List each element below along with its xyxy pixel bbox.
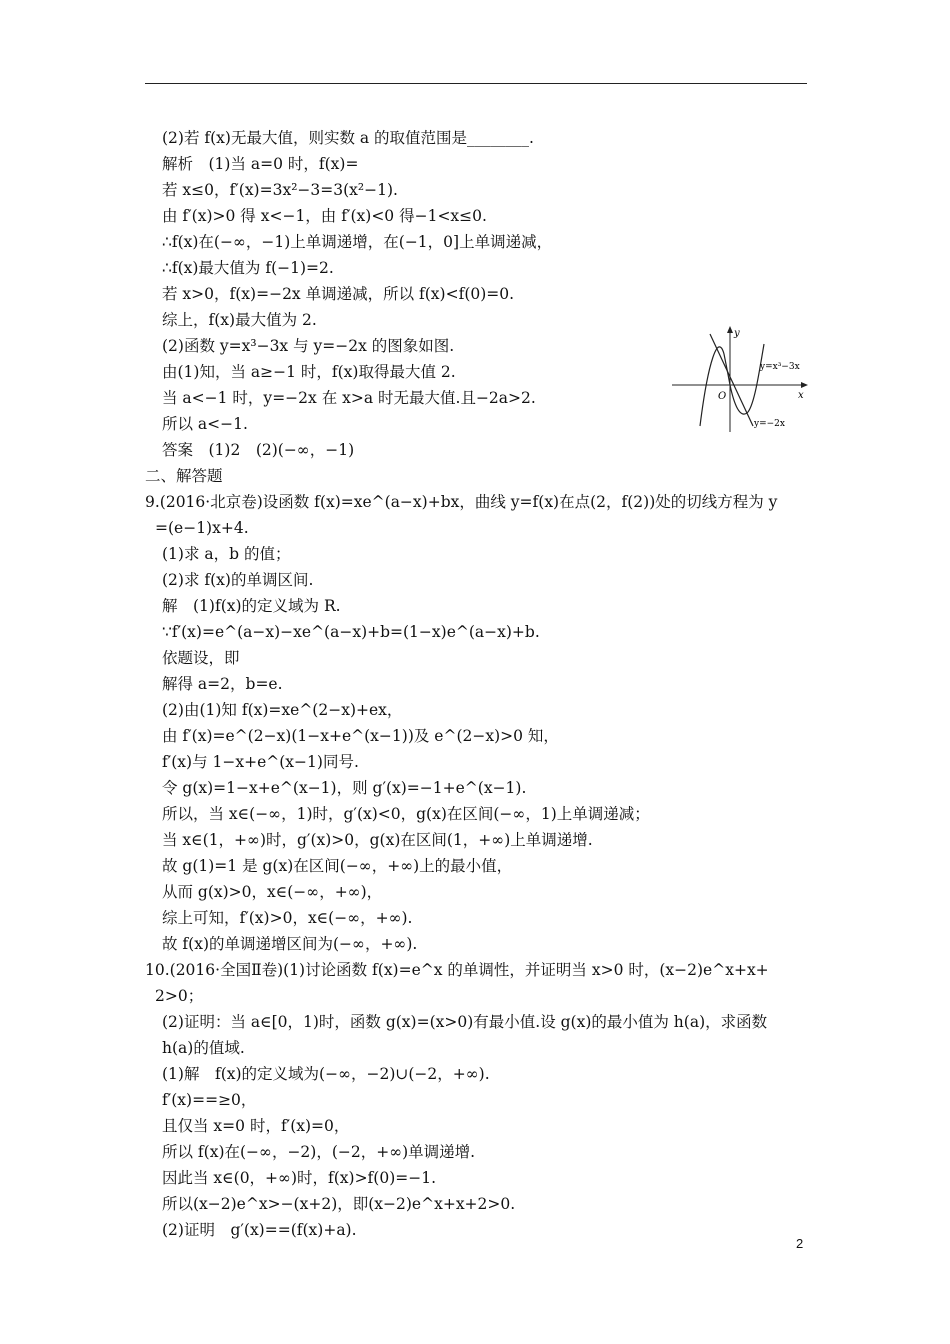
text-line: 2>0； [155,987,204,1005]
text-line: 当 x∈(1，+∞)时，g′(x)>0，g(x)在区间(1，+∞)上单调递增. [162,831,593,849]
text-line: 由 f′(x)=e^(2−x)(1−x+e^(x−1))及 e^(2−x)>0 知， [162,727,559,745]
text-line: (2)函数 y=x³−3x 与 y=−2x 的图象如图. [162,337,455,355]
text-line: f′(x)==≥0， [162,1091,257,1109]
text-line: (2)若 f(x)无最大值，则实数 a 的取值范围是________. [162,129,534,147]
text-line: (2)由(1)知 f(x)=xe^(2−x)+ex， [162,701,403,719]
text-line: (2)证明 g′(x)==(f(x)+a). [162,1221,357,1239]
text-line: 故 f(x)的单调递增区间为(−∞，+∞). [162,935,418,953]
origin-label: O [718,391,727,402]
line-graph [710,334,753,426]
text-line: ∴f(x)最大值为 f(−1)=2. [162,259,334,277]
text-line: 所以 f(x)在(−∞，−2)，(−2，+∞)单调递增. [162,1143,476,1161]
text-line: ∴f(x)在(−∞，−1)上单调递增，在(−1，0]上单调递减， [162,233,553,251]
y-axis-label: y [734,328,740,339]
text-line: 故 g(1)=1 是 g(x)在区间(−∞，+∞)上的最小值， [162,857,513,875]
text-line: 所以(x−2)e^x>−(x+2)，即(x−2)e^x+x+2>0. [162,1195,516,1213]
text-line: (1)解 f(x)的定义域为(−∞，−2)∪(−2，+∞). [162,1065,490,1083]
text-line: 从而 g(x)>0，x∈(−∞，+∞)， [162,883,383,901]
y-axis-arrow [727,326,733,333]
text-line: 9.(2016·北京卷)设函数 f(x)=xe^(a−x)+bx，曲线 y=f(x)在点(2，f(2))处的切线方程为 y [145,493,778,511]
text-line: 且仅当 x=0 时，f′(x)=0， [162,1117,350,1135]
text-line: 因此当 x∈(0，+∞)时，f(x)>f(0)=−1. [162,1169,437,1187]
text-line: 所以 a<−1. [162,415,248,433]
text-line: 解 (1)f(x)的定义域为 R. [162,597,341,615]
text-line: h(a)的值域. [162,1039,245,1057]
text-line: 解得 a=2，b=e. [162,675,283,693]
text-line: 所以，当 x∈(−∞，1)时，g′(x)<0，g(x)在区间(−∞，1)上单调递减； [162,805,650,823]
text-line: =(e−1)x+4. [155,519,249,537]
section-heading: 二、解答题 [145,467,223,485]
text-line: 若 x≤0，f′(x)=3x²−3=3(x²−1). [162,181,398,199]
text-line: 当 a<−1 时，y=−2x 在 x>a 时无最大值.且−2a>2. [162,389,536,407]
header-rule [145,83,807,84]
x-axis-label: x [798,390,804,401]
text-line: 10.(2016·全国Ⅱ卷)(1)讨论函数 f(x)=e^x 的单调性，并证明当 x>0 时，(x−2)e^x+x+ [145,961,769,979]
text-line: 由 f′(x)>0 得 x<−1，由 f′(x)<0 得−1<x≤0. [162,207,487,225]
text-line: 若 x>0，f(x)=−2x 单调递减，所以 f(x)<f(0)=0. [162,285,515,303]
x-axis-arrow [801,382,808,388]
text-line: 令 g(x)=1−x+e^(x−1)，则 g′(x)=−1+e^(x−1). [162,779,527,797]
text-line: (1)求 a，b 的值； [162,545,291,563]
text-line: ∵f′(x)=e^(a−x)−xe^(a−x)+b=(1−x)e^(a−x)+b. [162,623,540,641]
text-line: 综上可知，f′(x)>0，x∈(−∞，+∞). [162,909,413,927]
text-line: 依题设，即 [162,649,240,667]
function-graph-figure [668,322,818,434]
text-line: 综上，f(x)最大值为 2. [162,311,317,329]
text-line: f′(x)与 1−x+e^(x−1)同号. [162,753,359,771]
page-number: 2 [796,1236,804,1251]
text-line: (2)求 f(x)的单调区间. [162,571,314,589]
cubic-label: y=x³−3x [760,362,800,372]
line-label: y=−2x [754,419,785,429]
text-line: 由(1)知，当 a≥−1 时，f(x)取得最大值 2. [162,363,456,381]
text-line: (2)证明：当 a∈[0，1)时，函数 g(x)=(x>0)有最小值.设 g(x)的最小值为 h(a)，求函数 [162,1013,768,1031]
text-line: 答案 (1)2 (2)(−∞，−1) [162,441,355,459]
text-line: 解析 (1)当 a=0 时，f(x)= [162,155,359,173]
